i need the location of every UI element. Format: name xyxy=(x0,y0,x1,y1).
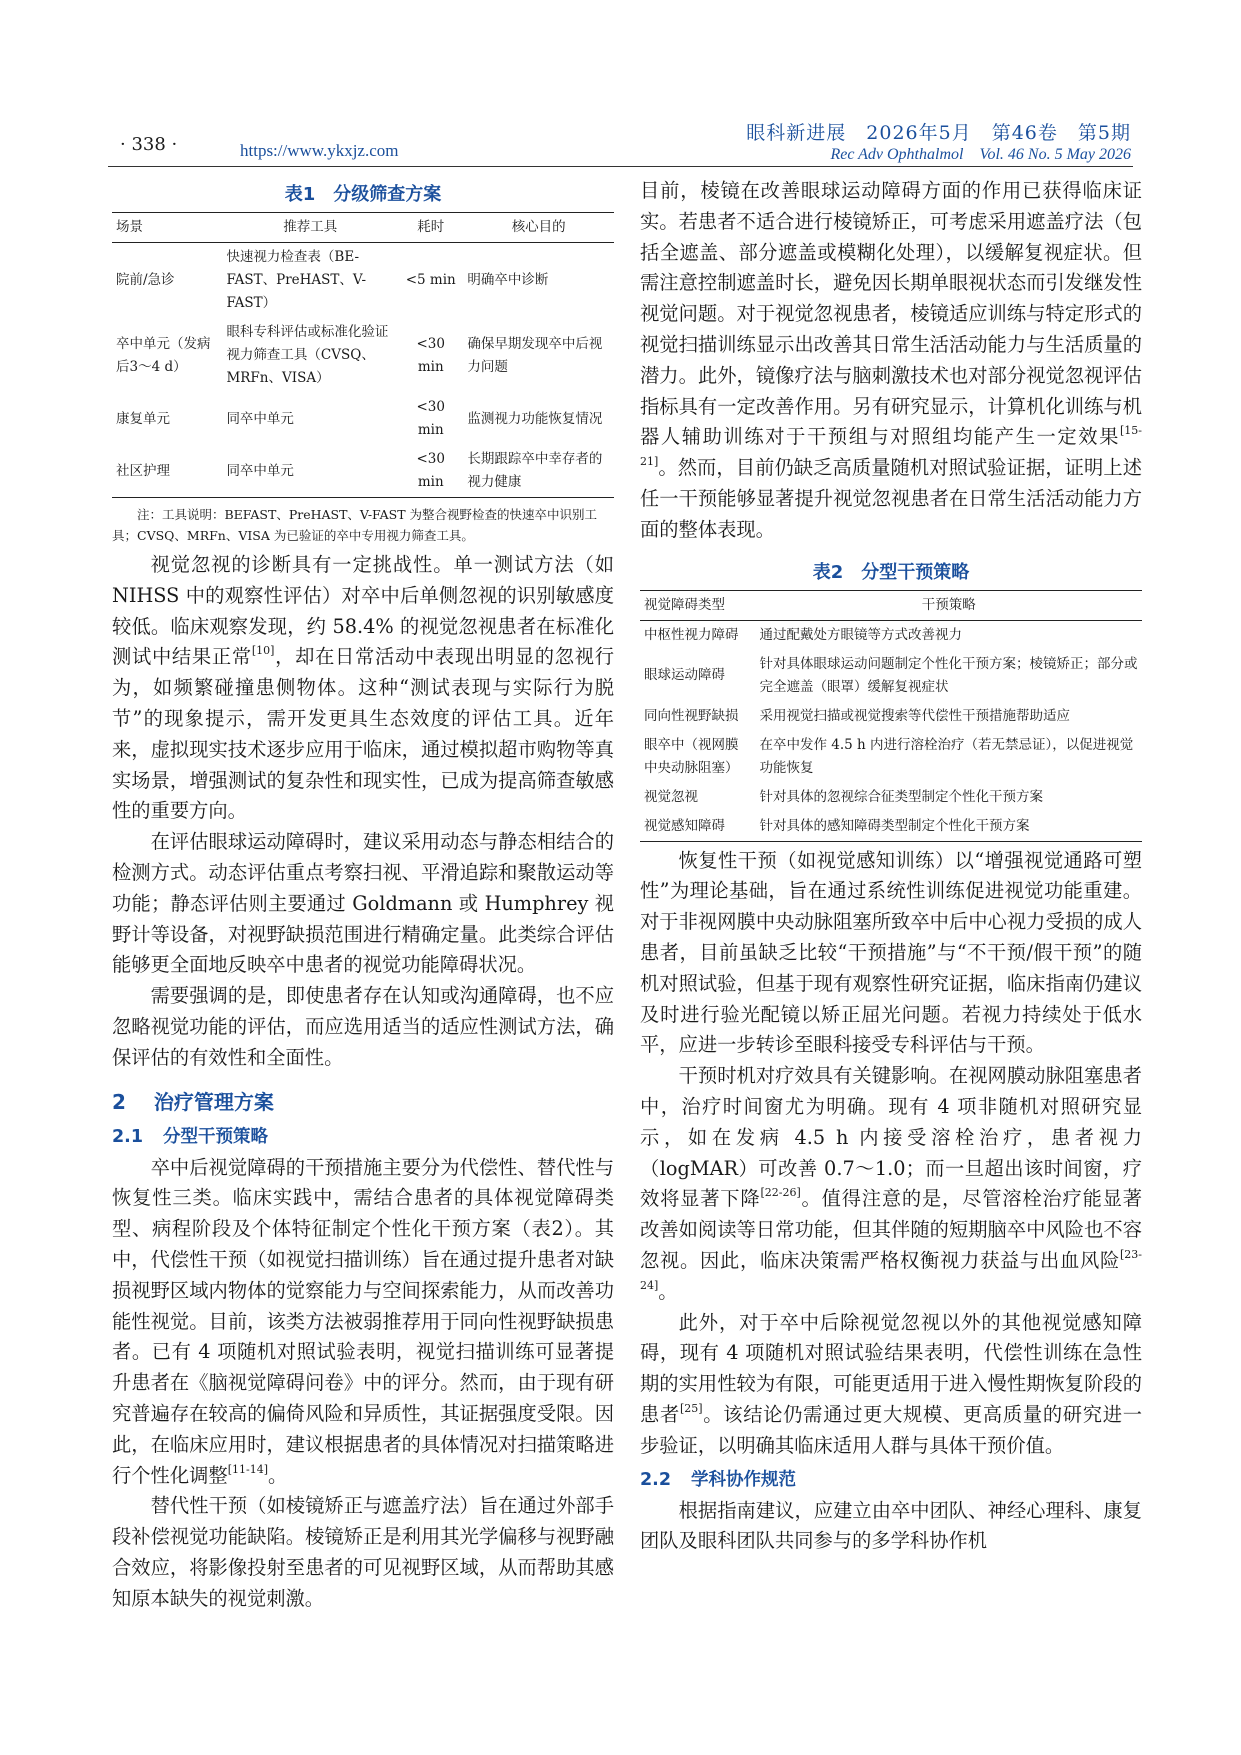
table-cell: 视觉忽视 xyxy=(644,788,698,805)
table-cell: 采用视觉扫描或视觉搜索等代偿性干预措施帮助适应 xyxy=(759,707,1070,724)
table-cell: <30 min xyxy=(416,335,445,375)
table2-header: 干预策略 xyxy=(755,590,1142,620)
table-cell: 快速视力检查表（BE-FAST、PreHAST、V-FAST） xyxy=(226,249,367,311)
table-cell: 通过配戴处方眼镜等方式改善视力 xyxy=(759,626,962,643)
subsection-heading: 2.1 分型干预策略 xyxy=(112,1126,269,1147)
citation[interactable]: [23-24] xyxy=(640,1247,1142,1292)
table-row xyxy=(640,783,1142,812)
table-cell: 社区护理 xyxy=(112,445,222,498)
table-cell: 同卒中单元 xyxy=(226,410,294,427)
header-rule xyxy=(108,166,1133,167)
body-paragraph: 恢复性干预（如视觉感知训练）以“增强视觉通路可塑性”为理论基础，旨在通过系统性训练促进视觉功能重建。对于非视网膜中央动脉阻塞所致卒中后中心视力受损的成人患者，目前虽缺乏比较“干预措施”与“不干预/假干预”的随机对照试验，但基于现有观察性研究证据，临床指南仍建议及时进行验光配镜以矫正屈光问题。若视力持续处于低水平，应进一步转诊至眼科接受专科评估与干预。 xyxy=(640,848,1142,1057)
table-row xyxy=(640,650,1142,702)
table-row xyxy=(112,243,614,319)
body-paragraph: 替代性干预（如棱镜矫正与遮盖疗法）旨在通过外部手段补偿视觉功能缺陷。棱镜矫正是利用其光学偏移与视野融合效应，将影像投射至患者的可见视野区域，从而帮助其感知原本缺失的视觉刺激。 xyxy=(112,1494,614,1610)
table1-header: 推荐工具 xyxy=(222,213,398,243)
body-paragraph: 此外，对于卒中后除视觉忽视以外的其他视觉感知障碍，现有 4 项随机对照试验结果表明，代偿性训练在急性期的实用性较为有限，可能更适用于进入慢性期恢复阶段的患者[25]。该结论仍需通过更大规模、更高质量的研究进一步验证，以明确其临床适用人群与具体干预价值。 xyxy=(640,1310,1143,1457)
table-row xyxy=(112,393,614,445)
table2-title: 表2 分型干预策略 xyxy=(812,561,970,583)
table-row xyxy=(640,620,1142,650)
table-cell: 同卒中单元 xyxy=(222,445,398,498)
table-cell: 眼科专科评估或标准化验证视力筛查工具（CVSQ、MRFn、VISA） xyxy=(226,324,389,386)
table-cell: 针对具体眼球运动问题制定个性化干预方案；棱镜矫正；部分或完全遮盖（眼罩）缓解复视症状 xyxy=(759,655,1138,695)
journal-url[interactable]: https://www.ykxjz.com xyxy=(240,141,399,160)
body-paragraph: 卒中后视觉障碍的干预措施主要分为代偿性、替代性与恢复性三类。临床实践中，需结合患者的具体视觉障碍类型、病程阶段及个体特征制定个性化干预方案（表2）。其中，代偿性干预（如视觉扫描训练）旨在通过提升患者对缺损视野区域内物体的觉察能力与空间探索能力，从而改善功能性视觉。目前，该类方法被弱推荐用于同向性视野缺损患者。已有 4 项随机对照试验表明，视觉扫描训练可显著提升患者在《脑视觉障碍问卷》中的评分。然而，由于现有研究普遍存在较高的偏倚风险和异质性，其证据强度受限。因此，在临床应用时，建议根据患者的具体情况对扫描策略进行个性化调整[11-14]。 xyxy=(112,1155,614,1487)
table1-note: 注：工具说明：BEFAST、PreHAST、V-FAST 为整合视野检查的快速卒中识别工具；CVSQ、MRFn、VISA 为已验证的卒中专用视力筛查工具。 xyxy=(112,507,598,543)
body-paragraph: 目前，棱镜在改善眼球运动障碍方面的作用已获得临床证实。若患者不适合进行棱镜矫正，可考虑采用遮盖疗法（包括全遮盖、部分遮盖或模糊化处理），以缓解复视症状。但需注意控制遮盖时长，避免因长期单眼视状态而引发继发性视觉问题。对于视觉忽视患者，棱镜适应训练与特定形式的视觉扫描训练显示出改善其日常生活活动能力与生活质量的潜力。此外，镜像疗法与脑刺激技术也对部分视觉忽视评估指标具有一定改善作用。另有研究显示，计算机化训练与机器人辅助训练对于干预组与对照组均能产生一定效果[15-21]。然而，目前仍缺乏高质量随机对照试验证据，证明上述任一干预能够显著提升视觉忽视患者在日常生活活动能力方面的整体表现。 xyxy=(640,179,1142,541)
table-cell: 针对具体的忽视综合征类型制定个性化干预方案 xyxy=(759,788,1043,805)
table-cell: 长期跟踪卒中幸存者的视力健康 xyxy=(463,445,614,498)
table-cell: 院前/急诊 xyxy=(116,272,175,288)
table1-header: 耗时 xyxy=(398,213,463,243)
table-cell: 视觉感知障碍 xyxy=(640,812,755,842)
citation[interactable]: [15-21] xyxy=(640,424,1142,469)
table2-header-row xyxy=(640,590,1142,620)
table-row xyxy=(640,702,1142,731)
table-cell: 针对具体的感知障碍类型制定个性化干预方案 xyxy=(755,812,1142,842)
table-cell: 监测视力功能恢复情况 xyxy=(467,410,603,427)
table1-header: 核心目的 xyxy=(463,213,614,243)
table-row xyxy=(640,731,1142,783)
table-cell: 同向性视野缺损 xyxy=(644,707,739,724)
subsection-heading: 2.2 学科协作规范 xyxy=(640,1469,797,1490)
table-cell: 明确卒中诊断 xyxy=(467,272,549,288)
table-cell: <5 min xyxy=(405,272,456,288)
table1-title: 表1 分级筛查方案 xyxy=(284,184,442,205)
table-row xyxy=(112,445,614,498)
table-cell: <30 min xyxy=(398,445,463,498)
body-paragraph: 根据指南建议，应建立由卒中团队、神经心理科、康复团队及眼科团队共同参与的多学科协作机 xyxy=(640,1498,1142,1553)
table-cell: <30 min xyxy=(416,399,445,438)
table1 xyxy=(112,212,614,498)
right-column xyxy=(640,176,1142,1557)
table-row xyxy=(112,318,614,393)
left-column xyxy=(112,176,614,1615)
table-cell: 眼卒中（视网膜中央动脉阻塞） xyxy=(644,736,739,776)
table-cell: 确保早期发现卒中后视力问题 xyxy=(467,335,603,375)
table-cell: 卒中单元（发病后3～4 d） xyxy=(116,335,211,375)
body-paragraph: 需要强调的是，即使患者存在认知或沟通障碍，也不应忽略视觉功能的评估，而应选用适当的适应性测试方法，确保评估的有效性和全面性。 xyxy=(112,984,614,1069)
table2 xyxy=(640,590,1142,842)
citation[interactable]: [25] xyxy=(679,1401,703,1415)
table-cell: 康复单元 xyxy=(116,410,170,427)
table-cell: 中枢性视力障碍 xyxy=(644,626,739,643)
body-paragraph: 在评估眼球运动障碍时，建议采用动态与静态相结合的检测方式。动态评估重点考察扫视、平滑追踪和聚散运动等功能；静态评估则主要通过 Goldmann 或 Humphrey 视野计等设备，对视野缺损范围进行精确定量。此类综合评估能够更全面地反映卒中患者的视觉功能障碍状况。 xyxy=(112,830,614,977)
citation[interactable]: [22-26] xyxy=(760,1186,801,1200)
table1-header: 场景 xyxy=(112,213,222,243)
table-row xyxy=(640,812,1142,842)
section-heading: 2 治疗管理方案 xyxy=(112,1089,274,1114)
page-number: · 338 · xyxy=(120,134,178,155)
journal-title-en: Rec Adv Ophthalmol Vol. 46 No. 5 May 2026 xyxy=(830,146,1131,163)
body-paragraph: 干预时机对疗效具有关键影响。在视网膜动脉阻塞患者中，治疗时间窗尤为明确。现有 4 项非随机对照研究显示，如在发病 4.5 h 内接受溶栓治疗，患者视力（logMAR）可改善 0.7～1.0；而一旦超出该时间窗，疗效将显著下降[22-26]。值得注意的是，尽管溶栓治疗能显著改善如阅读等日常功能，但其伴随的短期脑卒中风险也不容忽视。因此，临床决策需严格权衡视力获益与出血风险[23-24]。 xyxy=(640,1064,1143,1303)
table2-header: 视觉障碍类型 xyxy=(640,590,755,620)
journal-title-cn: 眼科新进展 2026年5月 第46卷 第5期 xyxy=(746,122,1131,144)
table1-header-row xyxy=(112,213,614,243)
citation[interactable]: [11-14] xyxy=(227,1462,268,1476)
citation[interactable]: [10] xyxy=(251,644,275,658)
table-cell: 眼球运动障碍 xyxy=(644,667,725,684)
body-paragraph: 视觉忽视的诊断具有一定挑战性。单一测试方法（如 NIHSS 中的观察性评估）对卒中后单侧忽视的识别敏感度较低。临床观察发现，约 58.4% 的视觉忽视患者在标准化测试中结果正常[10]，却在日常活动中表现出明显的忽视行为，如频繁碰撞患侧物体。这种“测试表现与实际行为脱节”的现象提示，需开发更具生态效度的评估工具。近年来，虚拟现实技术逐步应用于临床，通过模拟超市购物等真实场景，增强测试的复杂性和现实性，已成为提高筛查敏感性的重要方向。 xyxy=(112,553,614,823)
table-cell: 在卒中发作 4.5 h 内进行溶栓治疗（若无禁忌证），以促进视觉功能恢复 xyxy=(759,736,1134,776)
